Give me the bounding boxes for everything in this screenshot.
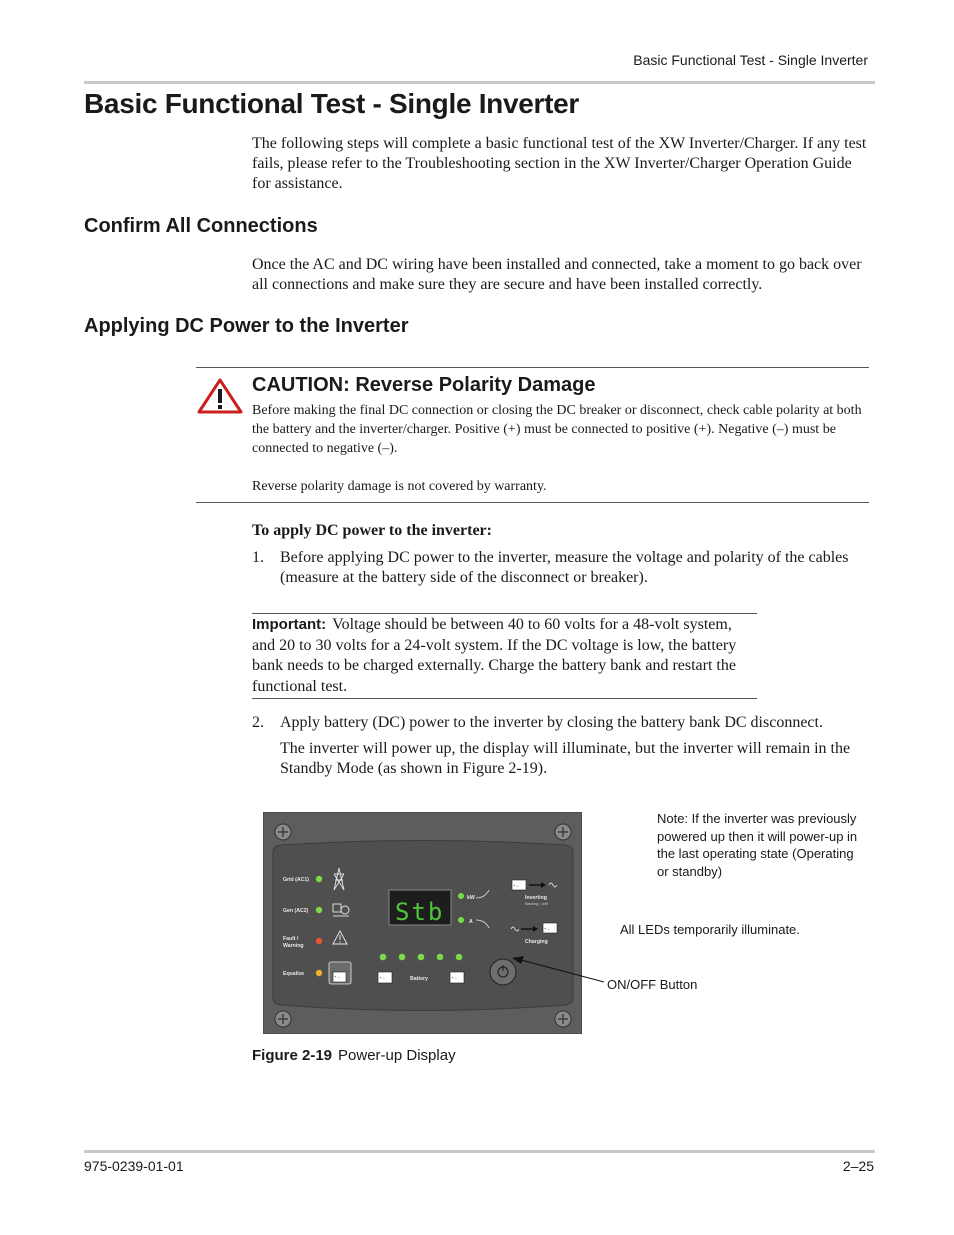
battery-led — [399, 954, 406, 961]
corner-screw-icon — [275, 1011, 291, 1027]
important-bottom-rule — [252, 698, 757, 699]
on-off-button[interactable] — [490, 959, 516, 985]
panel-label-gen: Gen (AC2) — [283, 908, 309, 914]
led-equalize — [316, 970, 322, 976]
power-up-note: Note: If the inverter was previously powered up then it will power-up in the last operating state (Operating or standby) — [657, 811, 858, 879]
intro-paragraph: The following steps will complete a basic functional test of the XW Inverter/Charger. If any test fails, please refer to the Troubleshooting section in the XW Inverter/Charger Operation Guide for assistance. — [252, 135, 867, 192]
caution-warranty-text: Reverse polarity damage is not covered by warranty. — [252, 479, 547, 494]
inverting-battery-icon — [512, 880, 526, 890]
step-number: 2. — [252, 714, 264, 731]
panel-label-charging: Charging — [525, 939, 548, 945]
svg-text:+ –: + – — [544, 926, 550, 931]
leds-note: All LEDs temporarily illuminate. — [620, 922, 800, 937]
battery-led — [437, 954, 444, 961]
figure-number: Figure 2-19 — [252, 1047, 333, 1064]
led-gen — [316, 907, 322, 913]
panel-label-warning: Warning — [283, 943, 304, 949]
caution-text: Before making the final DC connection or closing the DC breaker or disconnect, check cable polarity at both the battery and the inverter/charger. Positive (+) must be connected to positive (+). Negative (–) must be connected to negative (–). — [252, 403, 862, 456]
confirm-paragraph: Once the AC and DC wiring have been installed and connected, take a moment to go back over all connections and make sure they are secure and have been installed correctly. — [252, 256, 862, 293]
panel-label-battery: Battery — [410, 976, 428, 982]
footer-rule — [84, 1150, 875, 1153]
display-readout: Stb — [395, 898, 445, 926]
figure-caption — [252, 1047, 456, 1064]
caution-bottom-rule — [196, 502, 869, 503]
panel-label-inverting-sub: flashing = sell — [525, 902, 549, 906]
charging-battery-icon — [543, 923, 557, 933]
panel-label-grid: Grid (AC1) — [283, 877, 309, 883]
panel-label-kw: kW — [467, 895, 475, 901]
battery-empty-icon — [378, 972, 392, 983]
important-note — [252, 615, 757, 697]
battery-icon — [333, 972, 346, 982]
svg-text:+ –: + – — [379, 975, 385, 980]
panel-label-a: A — [469, 919, 473, 925]
step-1 — [252, 548, 872, 588]
important-text: Voltage should be between 40 to 60 volts for a 48-volt system, and 20 to 30 volts for a 24-volt system. If the DC voltage is low, the battery bank needs to be charged externally. Charge the battery bank and restart the functional test. — [252, 616, 737, 695]
led-kw — [458, 893, 464, 899]
section-heading-applying: Applying DC Power to the Inverter — [84, 315, 409, 337]
battery-led — [456, 954, 463, 961]
step-2 — [252, 713, 872, 779]
page-title: Basic Functional Test - Single Inverter — [84, 88, 580, 119]
battery-led — [418, 954, 425, 961]
caution-title: CAUTION: Reverse Polarity Damage — [252, 374, 596, 396]
panel-label-equalize: Equalize — [283, 971, 305, 977]
procedure-title: To apply DC power to the inverter: — [252, 522, 492, 539]
svg-text:+ –: + – — [334, 974, 340, 979]
page-number: 2–25 — [842, 1158, 874, 1174]
led-a — [458, 917, 464, 923]
led-grid — [316, 876, 322, 882]
battery-led — [380, 954, 387, 961]
panel-label-fault: Fault / — [283, 936, 299, 942]
figure-caption-text: Power-up Display — [338, 1047, 456, 1064]
header-rule — [84, 81, 875, 84]
important-label: Important: — [252, 616, 327, 633]
svg-text:+ –: + – — [451, 975, 457, 980]
step-text: Apply battery (DC) power to the inverter by closing the battery bank DC disconnect. — [280, 714, 823, 731]
step-detail: The inverter will power up, the display will illuminate, but the inverter will remain in the Standby Mode (as shown in Figure 2-19). — [280, 740, 851, 777]
warning-triangle-icon — [197, 378, 243, 414]
battery-full-icon — [450, 972, 464, 983]
onoff-note: ON/OFF Button — [607, 977, 698, 992]
important-top-rule — [252, 613, 757, 614]
caution-top-rule — [196, 367, 869, 368]
led-fault — [316, 938, 322, 944]
svg-text:+ –: + – — [513, 883, 519, 888]
panel-label-inverting: Inverting — [525, 895, 547, 901]
step-text: Before applying DC power to the inverter, measure the voltage and polarity of the cables (measure at the battery side of the disconnect or breaker). — [280, 549, 849, 586]
document-number: 975-0239-01-01 — [84, 1158, 184, 1174]
power-up-display-figure — [263, 812, 582, 1034]
corner-screw-icon — [555, 824, 571, 840]
corner-screw-icon — [555, 1011, 571, 1027]
corner-screw-icon — [275, 824, 291, 840]
running-header: Basic Functional Test - Single Inverter — [633, 52, 868, 68]
step-number: 1. — [252, 549, 264, 566]
section-heading-confirm: Confirm All Connections — [84, 215, 318, 237]
